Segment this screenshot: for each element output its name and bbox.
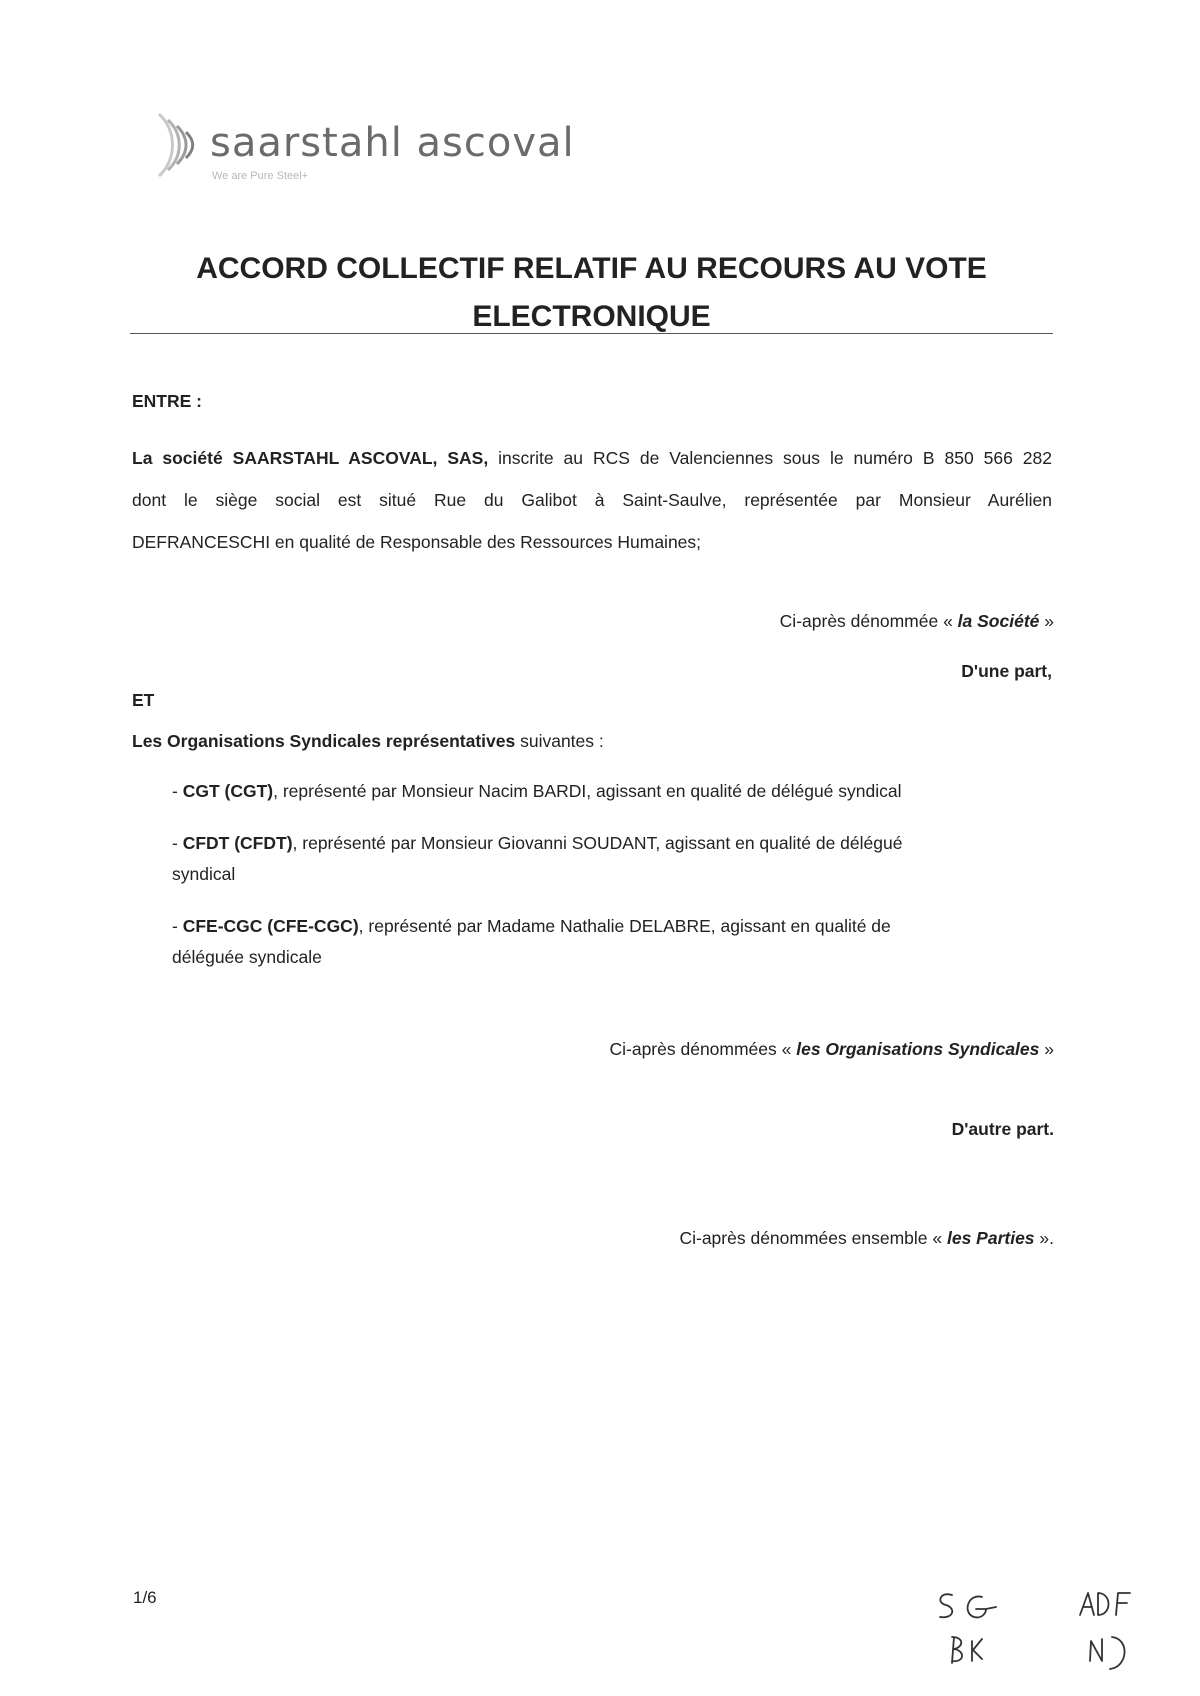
union-item-cfdt: - CFDT (CFDT), représenté par Monsieur Giovanni SOUDANT, agissant en qualité de délégué [172,833,903,853]
union-representative: , représenté par Madame Nathalie DELABRE, agissant en qualité de [358,916,891,936]
parties-alias-name: les Parties [946,1228,1035,1248]
title-line-1: ACCORD COLLECTIF RELATIF AU RECOURS AU VOTE [196,252,987,285]
dune-part: D'une part, [961,661,1052,681]
societe-alias-prefix: Ci-après dénommée « [779,611,958,631]
logo-tagline: We are Pure Steel+ [212,170,309,182]
unions-intro [132,720,604,762]
union-item-cfe-cgc: - CFE-CGC (CFE-CGC), représenté par Madame Nathalie DELABRE, agissant en qualité de [172,916,891,936]
union-representative: , représenté par Monsieur Giovanni SOUDANT, agissant en qualité de délégué [292,833,903,853]
societe-alias-suffix: » [1039,611,1054,631]
title-line-2: ELECTRONIQUE [472,300,711,333]
unions-intro-bold: Les Organisations Syndicales représentatives [132,731,516,751]
unions-alias-name: les Organisations Syndicales [796,1039,1040,1059]
union-name: CGT (CGT) [182,781,274,801]
parties-alias [679,1217,1054,1259]
company-logo [155,112,575,192]
union-name: CFDT (CFDT) [182,833,293,853]
unions-alias [609,1028,1054,1070]
union-item-cgt: - CGT (CGT), représenté par Monsieur Nacim BARDI, agissant en qualité de délégué syndical [172,781,902,801]
parties-alias-suffix: ». [1034,1228,1054,1248]
union-representative: , représenté par Monsieur Nacim BARDI, agissant en qualité de délégué syndical [273,781,902,801]
company-line-1 [132,437,1052,479]
page-number: 1/6 [133,1588,157,1607]
company-line-3: DEFRANCESCHI en qualité de Responsable des Ressources Humaines; [132,532,702,552]
parties-alias-prefix: Ci-après dénommées ensemble « [679,1228,947,1248]
dautre-part: D'autre part. [951,1119,1054,1139]
societe-alias-name: la Société [957,611,1040,631]
logo-wave-icon [155,112,210,182]
company-name: La société SAARSTAHL ASCOVAL, SAS, [132,448,489,468]
handwritten-initials [930,1585,1160,1685]
initials-signature [930,1585,1160,1685]
document-title [130,245,1053,341]
unions-alias-prefix: Ci-après dénommées « [609,1039,797,1059]
unions-alias-suffix: » [1039,1039,1054,1059]
company-registration: inscrite au RCS de Valenciennes sous le numéro B 850 566 282 [488,448,1052,468]
societe-alias [780,600,1054,642]
union-name: CFE-CGC (CFE-CGC) [182,916,359,936]
unions-intro-rest: suivantes : [515,731,604,751]
title-divider [130,333,1053,334]
union-item-cfdt-line-2: syndical [172,864,236,884]
union-item-cfe-cgc-line-2: déléguée syndicale [172,947,322,967]
logo-brand-name: saarstahl ascoval [210,120,575,166]
et-label: ET [132,690,155,710]
entre-label: ENTRE : [132,391,202,411]
company-line-2: dont le siège social est situé Rue du Galibot à Saint-Saulve, représentée par Monsieur Aurélien [132,490,1052,510]
